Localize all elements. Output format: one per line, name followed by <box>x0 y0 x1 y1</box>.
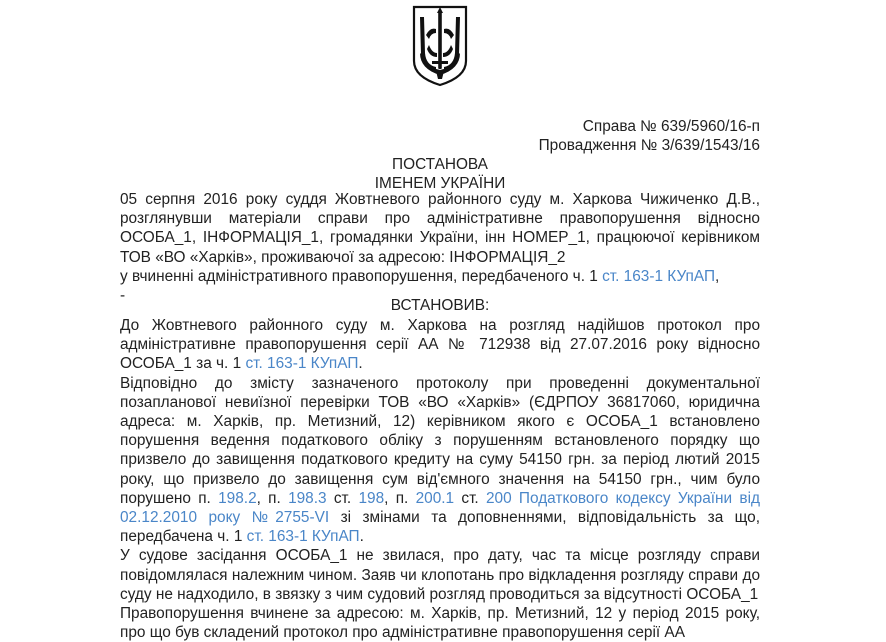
document-subtitle: ІМЕНЕМ УКРАЇНИ <box>374 175 506 192</box>
kupap-article-link[interactable]: ст. 163-1 КУпАП <box>602 267 716 285</box>
intro-offense-text: у вчиненні адміністративного правопорушення, передбаченого ч. 1 <box>120 267 603 285</box>
inspection-text: Відповідно до змісту зазначеного протоколу при проведенні документальної позапланової невиїзної перевірки ТОВ «ВО «Харків» (ЄДРПОУ 36817060, юридична адреса: м. Харків, пр. Метизний, 12) керівником якого є ОСОБА_1 встановлено порушення ведення податкового обліку з порушенням встановленого порядку що призвело до завищення податкового кредиту на суму 54150 грн. за період лютий 2015 року, що призвело до завищення сум від'ємного значення на 54150 грн., чим було порушено п. <box>120 374 760 507</box>
hearing-paragraph: У судове засідання ОСОБА_1 не звилася, про дату, час та місце розгляду справи повідомлялася належним чином. Заяв чи клопотань про відкладення розгляду справи до суду не надходило, в звязку з чим судовий розгляд проводиться за відсутності ОСОБА_1 <box>120 547 760 603</box>
kupap-article-link[interactable]: ст. 163-1 КУпАП <box>246 528 360 546</box>
established-section <box>120 316 760 642</box>
inspection-end: . <box>359 528 364 546</box>
inspection-separator: ст. <box>454 489 486 507</box>
offense-location-paragraph: Правопорушення вчинене за адресою: м. Харків, пр. Метизний, 12 у період 2015 року, про що був складений протокол про адміністративне правопорушення серії АА <box>120 605 760 642</box>
intro-offense-paragraph <box>120 267 760 286</box>
established-heading: ВСТАНОВИВ: <box>390 297 490 314</box>
inspection-separator: , п. <box>256 489 289 507</box>
inspection-liability-text: зі змінами та доповненнями, відповідальність за що, передбачена ч. 1 <box>120 509 760 546</box>
kupap-article-link[interactable]: ст. 163-1 КУпАП <box>245 355 359 373</box>
intro-paragraph: 05 серпня 2016 року суддя Жовтневого районного суду м. Харкова Чижиченко Д.В., розглянувши матеріали справи про адміністративне правопорушення відносно ОСОБА_1, ІНФОРМАЦІЯ_1, громадянки України, інн НОМЕР_1, працюючої керівником ТОВ «ВО «Харків», проживаючої за адресою: ІНФОРМАЦІЯ_2 <box>120 191 760 266</box>
tax-code-clause-link[interactable]: 198.3 <box>288 489 327 507</box>
tax-code-clause-link[interactable]: 200.1 <box>415 489 455 507</box>
case-number: Справа № 639/5960/16-п <box>582 118 760 135</box>
protocol-end: . <box>358 355 363 373</box>
intro-section <box>120 190 760 305</box>
tax-code-link[interactable]: 200 Податкового кодексу України від 02.12.2010 року №2755-VI <box>120 489 760 527</box>
inspection-separator: , п. <box>384 489 416 507</box>
inspection-paragraph <box>120 374 760 547</box>
intro-offense-end: , <box>715 267 720 285</box>
tax-code-article-link[interactable]: 198 <box>358 489 385 507</box>
proceeding-number: Провадження № 3/639/1543/16 <box>538 137 760 154</box>
coat-of-arms-emblem <box>410 5 470 87</box>
protocol-text: До Жовтневого районного суду м. Харкова на розгляд надійшов протокол про адміністративне правопорушення серії АА № 712938 від 27.07.2016 року відносно ОСОБА_1 за ч. 1 <box>120 317 760 373</box>
intro-dash: - <box>120 287 126 305</box>
document-title: ПОСТАНОВА <box>392 156 488 173</box>
inspection-separator: ст. <box>326 489 359 507</box>
tax-code-clause-link[interactable]: 198.2 <box>218 489 257 507</box>
tryzub-icon <box>410 5 470 87</box>
protocol-paragraph <box>120 316 760 374</box>
